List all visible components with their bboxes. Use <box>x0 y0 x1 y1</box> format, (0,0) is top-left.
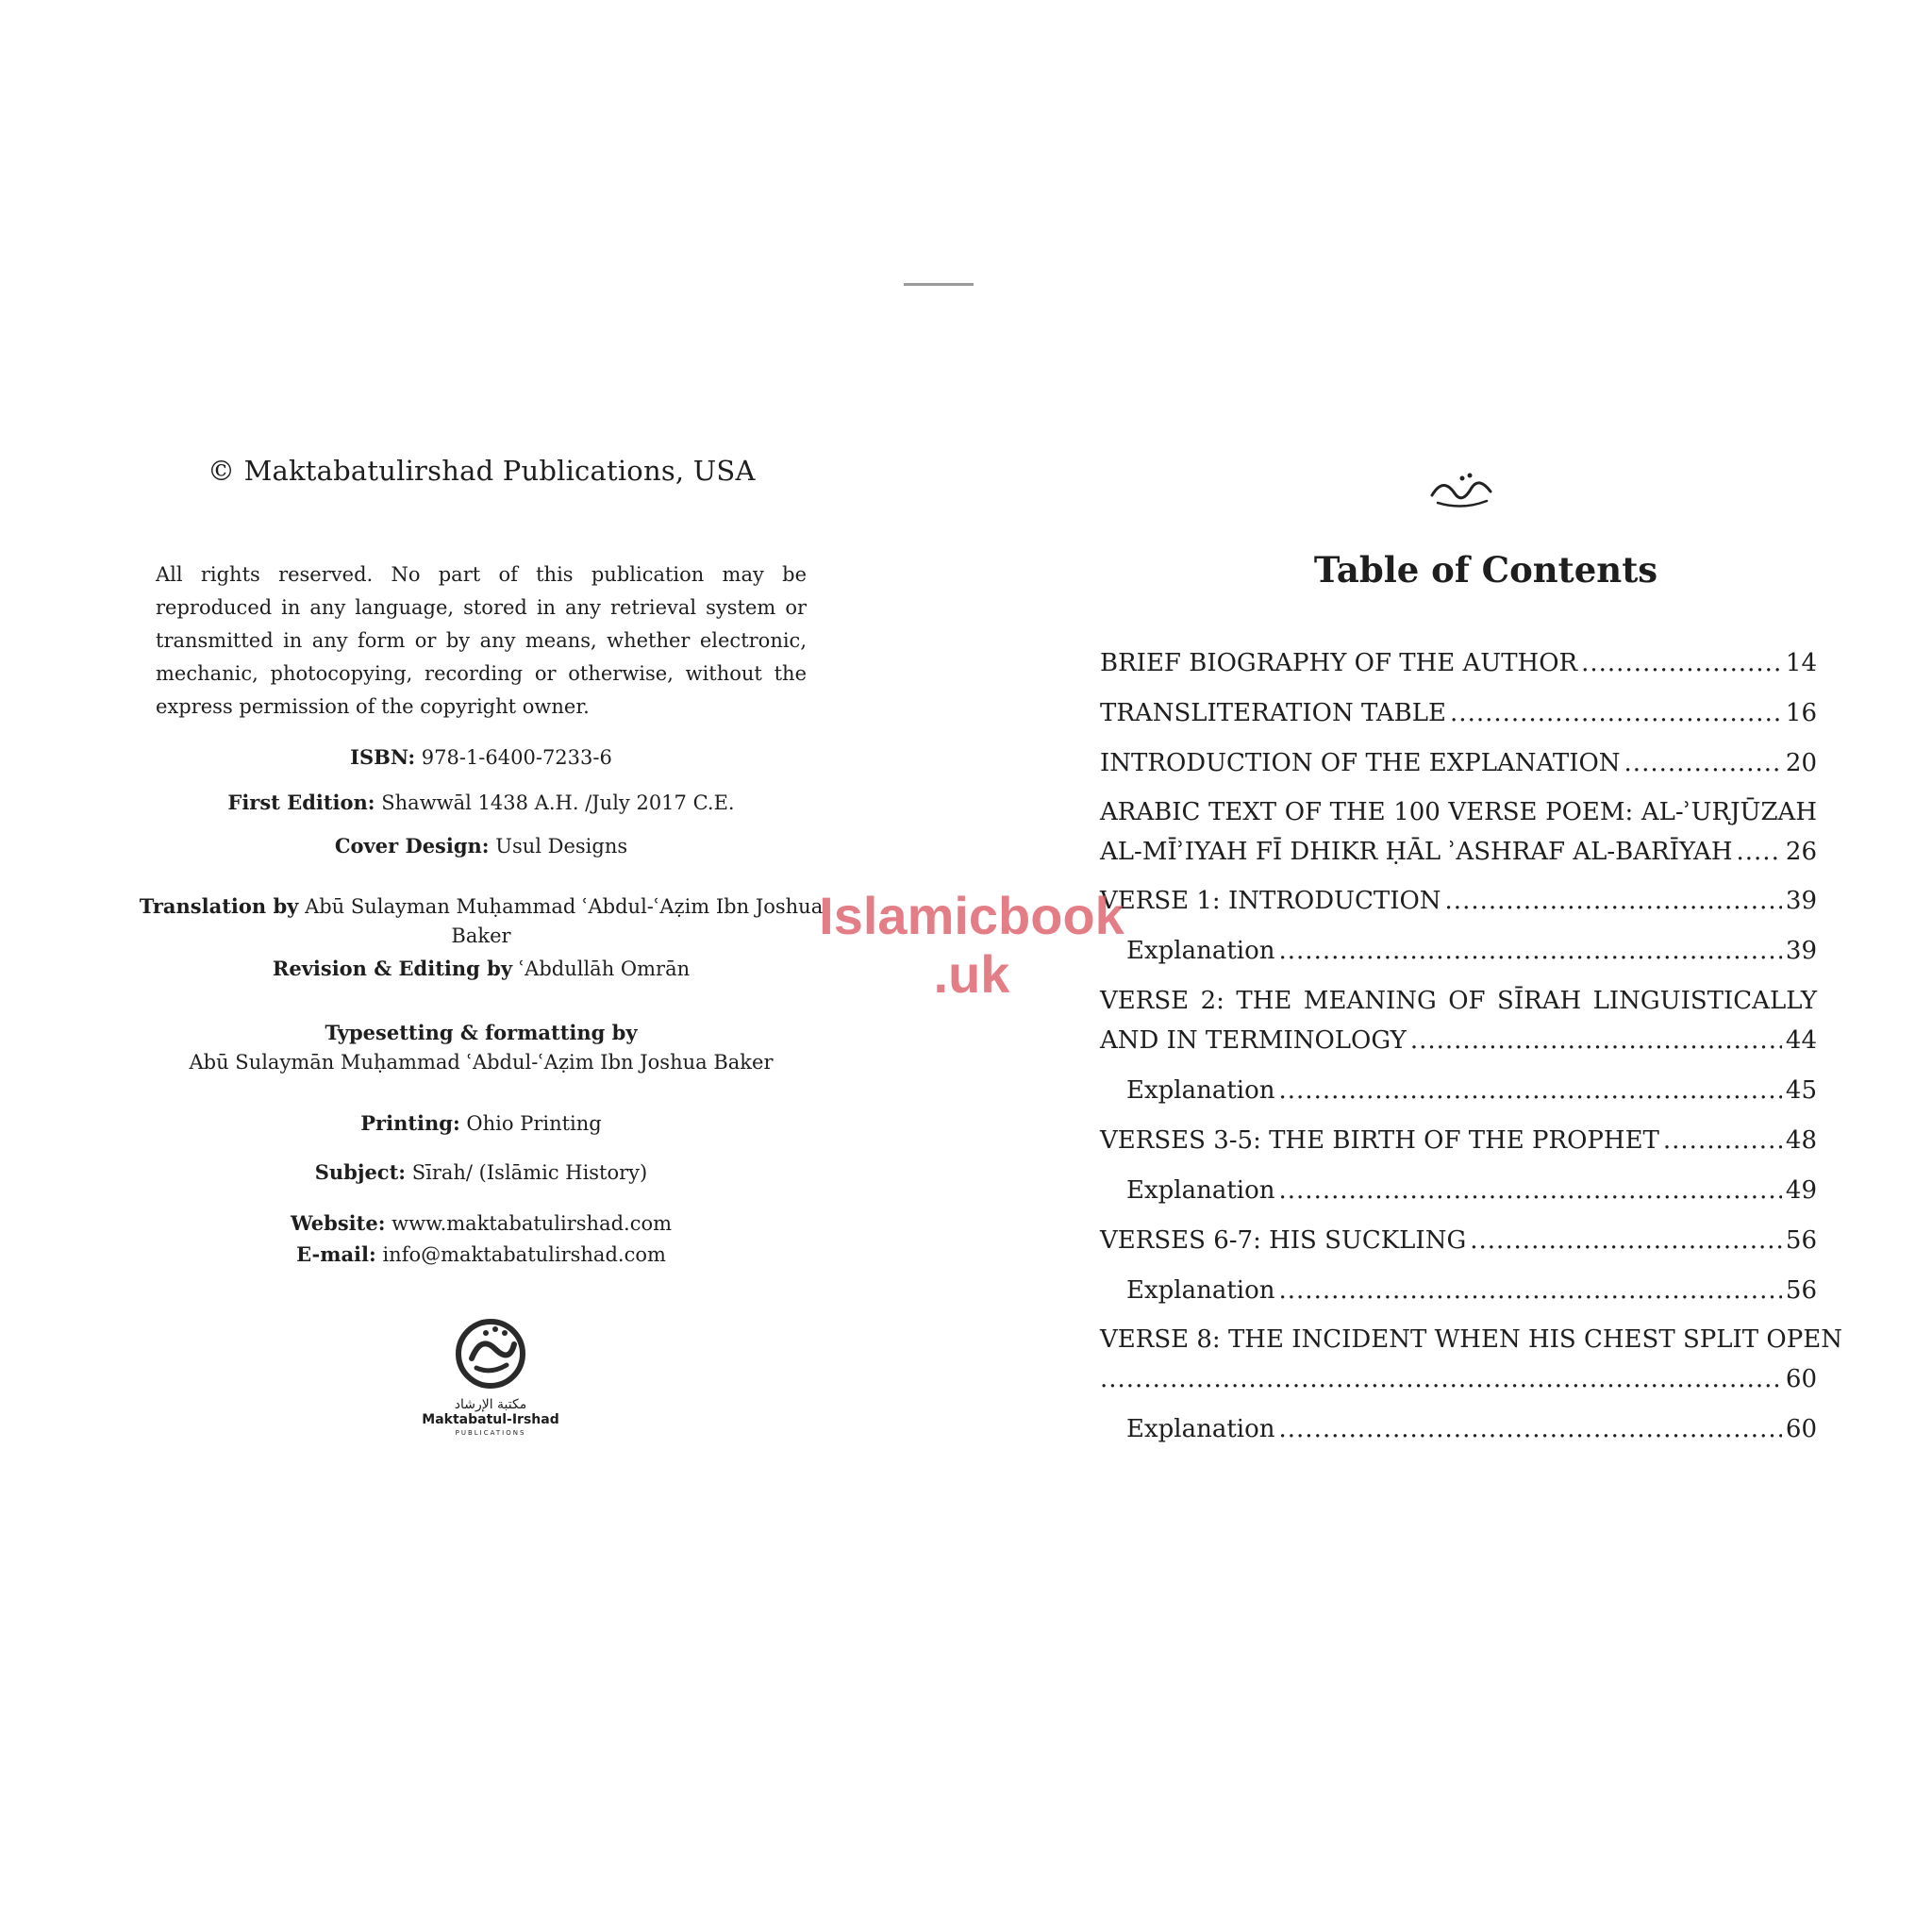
isbn-label: ISBN: <box>350 745 416 769</box>
toc-entry-title: Explanation <box>1126 1076 1275 1105</box>
toc-entry[interactable] <box>1100 699 1817 739</box>
toc-entry-page: 45 <box>1785 1076 1817 1105</box>
toc-leader-dots <box>1624 749 1782 777</box>
typesetting-value: Abū Sulaymān Muḥammad ʿAbdul-ʿAẓim Ibn Joshua Baker <box>189 1051 774 1074</box>
logo-arabic: مكتبة الإرشاد <box>454 1397 527 1412</box>
subject-value: Sīrah/ (Islāmic History) <box>411 1161 648 1184</box>
maktabatul-irshad-seal-icon <box>420 1307 561 1401</box>
toc-entry[interactable] <box>1100 1176 1817 1216</box>
toc-entry-title: Explanation <box>1126 1176 1275 1205</box>
toc-entry-page: 14 <box>1785 649 1817 677</box>
revision-value: ʿAbdullāh Omrān <box>518 958 691 980</box>
toc-page <box>943 0 1932 1932</box>
website-label: Website: <box>290 1211 386 1235</box>
toc-entry-page: 20 <box>1785 749 1817 777</box>
first-edition-value: Shawwāl 1438 A.H. /July 2017 C.E. <box>381 791 735 814</box>
first-edition-line <box>123 787 840 819</box>
toc-entry-title-cont: AL-MĪʾIYAH FĪ DHIKR ḤĀL ʾASHRAF AL-BARĪYAH <box>1100 838 1733 866</box>
revision-line <box>123 953 840 985</box>
toc-entry-title: TRANSLITERATION TABLE <box>1100 699 1447 727</box>
toc-leader-dots <box>1279 937 1782 965</box>
isbn-line <box>123 741 840 774</box>
toc-entry-title: VERSE 1: INTRODUCTION <box>1100 887 1441 915</box>
cover-design-label: Cover Design: <box>334 834 490 858</box>
copyright-notice: © Maktabatulirshad Publications, USA <box>208 455 756 487</box>
toc-entry-page: 16 <box>1785 699 1817 727</box>
typesetting-label: Typesetting & formatting by <box>325 1021 638 1044</box>
toc-entry[interactable] <box>1100 1076 1817 1116</box>
subject-line <box>123 1157 840 1189</box>
isbn-value: 978-1-6400-7233-6 <box>421 746 612 769</box>
toc-entry[interactable] <box>1100 1415 1817 1455</box>
toc-entry-page: 39 <box>1785 937 1817 965</box>
toc-entry-title: VERSES 3-5: THE BIRTH OF THE PROPHET <box>1100 1126 1659 1155</box>
logo-sub: PUBLICATIONS <box>455 1429 526 1437</box>
toc-entry-title: INTRODUCTION OF THE EXPLANATION <box>1100 749 1621 777</box>
toc-entry-page: 49 <box>1785 1176 1817 1205</box>
typesetting-line <box>123 1017 840 1049</box>
toc-entry-title: VERSES 6-7: HIS SUCKLING <box>1100 1226 1467 1255</box>
cover-design-value: Usul Designs <box>495 835 628 858</box>
toc-title: Table of Contents <box>1313 549 1658 591</box>
typesetting-value-line <box>123 1047 840 1078</box>
subject-label: Subject: <box>314 1160 407 1184</box>
toc-entry-title: ARABIC TEXT OF THE 100 VERSE POEM: AL-ʾURJŪZAH <box>1100 798 1817 826</box>
toc-entry-title: Explanation <box>1126 937 1275 965</box>
toc-entry-page: 44 <box>1785 1026 1817 1055</box>
toc-entry-page: 56 <box>1785 1276 1817 1305</box>
toc-leader-dots <box>1410 1026 1782 1055</box>
toc-entry[interactable] <box>1100 798 1817 877</box>
toc-leader-dots <box>1279 1076 1782 1105</box>
toc-entry[interactable] <box>1100 887 1817 926</box>
email-label: E-mail: <box>296 1242 376 1266</box>
toc-entry-page: 39 <box>1785 887 1817 915</box>
toc-leader-dots <box>1279 1176 1782 1205</box>
first-edition-label: First Edition: <box>227 791 375 814</box>
translation-line-2 <box>123 921 840 952</box>
toc-entry-title: Explanation <box>1126 1415 1275 1443</box>
toc-leader-dots <box>1279 1415 1782 1443</box>
copyright-page <box>0 0 943 1932</box>
translation-value-2: Baker <box>451 924 511 947</box>
toc-entry-page: 26 <box>1785 838 1817 866</box>
toc-leader-dots <box>1279 1276 1782 1305</box>
toc-entry[interactable] <box>1100 1325 1842 1405</box>
website-value: www.maktabatulirshad.com <box>391 1212 673 1235</box>
watermark-line-2: .uk <box>933 944 1010 1004</box>
toc-entry[interactable] <box>1100 649 1817 689</box>
email-line <box>123 1239 840 1271</box>
rights-statement: All rights reserved. No part of this publication may be reproduced in any language, stored in any retrieval system or transmitted in any form or by any means, whether electronic, mechanic, photocopying, recording or otherwise, without the express permission of the copyright owner. <box>156 563 807 718</box>
toc-leader-dots <box>1663 1126 1782 1155</box>
arabic-calligraphy-icon <box>1424 467 1500 514</box>
cover-design-line <box>123 830 840 862</box>
toc-entry-page: 48 <box>1785 1126 1817 1155</box>
publisher-logo <box>420 1307 561 1448</box>
toc-entry-title: VERSE 2: THE MEANING OF SĪRAH LINGUISTICALLY <box>1100 987 1817 1015</box>
toc-entry[interactable] <box>1100 1126 1817 1166</box>
email-value: info@maktabatulirshad.com <box>382 1243 666 1266</box>
toc-entry-title: Explanation <box>1126 1276 1275 1305</box>
translation-line <box>123 891 840 923</box>
toc-entry[interactable] <box>1100 749 1817 789</box>
toc-entry[interactable] <box>1100 987 1817 1066</box>
toc-entry[interactable] <box>1100 1226 1817 1266</box>
toc-leader-dots <box>1100 1365 1782 1393</box>
logo-name: Maktabatul-Irshad <box>422 1412 559 1427</box>
toc-leader-dots <box>1445 887 1782 915</box>
toc-leader-dots <box>1470 1226 1782 1255</box>
toc-entry-title: BRIEF BIOGRAPHY OF THE AUTHOR <box>1100 649 1578 677</box>
toc-entry-page: 56 <box>1785 1226 1817 1255</box>
toc-entry-page: 60 <box>1785 1365 1817 1393</box>
toc-leader-dots <box>1581 649 1782 677</box>
website-line <box>123 1208 840 1240</box>
toc-entry-title-cont: AND IN TERMINOLOGY <box>1100 1026 1407 1055</box>
translation-value: Abū Sulayman Muḥammad ʿAbdul-ʿAẓim Ibn Joshua <box>305 895 824 918</box>
toc-entry[interactable] <box>1100 1276 1817 1316</box>
printing-label: Printing: <box>360 1111 460 1135</box>
toc-entry[interactable] <box>1100 937 1817 976</box>
toc-leader-dots <box>1737 838 1782 866</box>
printing-line <box>123 1108 840 1140</box>
watermark-line-1: Islamicbook <box>819 886 1124 945</box>
translation-label: Translation by <box>139 894 299 918</box>
revision-label: Revision & Editing by <box>272 957 513 980</box>
toc-leader-dots <box>1450 699 1782 727</box>
toc-entry-page: 60 <box>1785 1415 1817 1443</box>
printing-value: Ohio Printing <box>466 1112 602 1135</box>
toc-entry-title: VERSE 8: THE INCIDENT WHEN HIS CHEST SPLIT OPEN <box>1100 1325 1842 1354</box>
